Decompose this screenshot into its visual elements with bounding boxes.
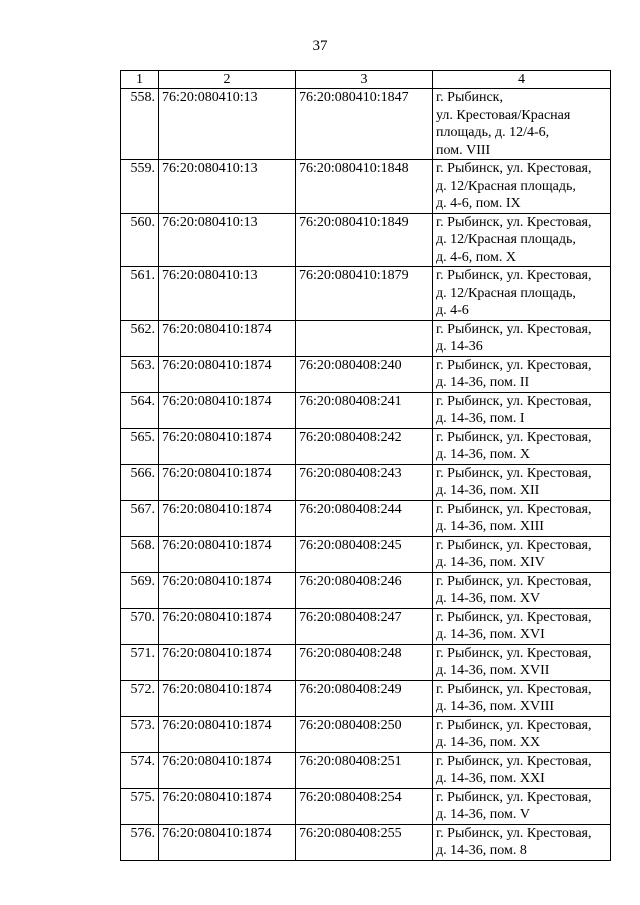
row-number-cell: 567. xyxy=(121,500,159,536)
row-number-cell: 571. xyxy=(121,644,159,680)
cadastral-number-cell: 76:20:080410:1847 xyxy=(296,89,433,160)
cadastral-number-cell: 76:20:080410:1879 xyxy=(296,267,433,321)
parent-cadastral-cell: 76:20:080410:1874 xyxy=(159,680,296,716)
row-number-cell: 576. xyxy=(121,824,159,860)
cadastral-number-cell: 76:20:080408:255 xyxy=(296,824,433,860)
cadastral-number-cell: 76:20:080408:244 xyxy=(296,500,433,536)
row-number-cell: 574. xyxy=(121,752,159,788)
row-number-cell: 569. xyxy=(121,572,159,608)
address-cell: г. Рыбинск, ул. Крестовая, д. 14-36, пом. XXI xyxy=(433,752,611,788)
table-row xyxy=(121,89,611,160)
row-number-cell: 564. xyxy=(121,392,159,428)
table-row xyxy=(121,824,611,860)
address-cell: г. Рыбинск, ул. Крестовая, д. 14-36, пом. XV xyxy=(433,572,611,608)
parent-cadastral-cell: 76:20:080410:1874 xyxy=(159,572,296,608)
cadastral-number-cell: 76:20:080408:254 xyxy=(296,788,433,824)
table-row xyxy=(121,428,611,464)
address-cell: г. Рыбинск, ул. Крестовая, д. 14-36, пом. XIV xyxy=(433,536,611,572)
table-row xyxy=(121,608,611,644)
table-row xyxy=(121,320,611,356)
parent-cadastral-cell: 76:20:080410:13 xyxy=(159,89,296,160)
table-header-row xyxy=(121,71,611,89)
table-row xyxy=(121,392,611,428)
address-cell: г. Рыбинск, ул. Крестовая, д. 14-36, пом. 8 xyxy=(433,824,611,860)
parent-cadastral-cell: 76:20:080410:1874 xyxy=(159,716,296,752)
row-number-cell: 566. xyxy=(121,464,159,500)
registry-table xyxy=(120,70,611,861)
row-number-cell: 563. xyxy=(121,356,159,392)
table-row xyxy=(121,213,611,267)
cadastral-number-cell: 76:20:080408:240 xyxy=(296,356,433,392)
parent-cadastral-cell: 76:20:080410:1874 xyxy=(159,356,296,392)
address-cell: г. Рыбинск, ул. Крестовая, д. 14-36, пом. V xyxy=(433,788,611,824)
parent-cadastral-cell: 76:20:080410:1874 xyxy=(159,392,296,428)
parent-cadastral-cell: 76:20:080410:1874 xyxy=(159,608,296,644)
address-cell: г. Рыбинск, ул. Крестовая, д. 14-36, пом. XX xyxy=(433,716,611,752)
column-header: 4 xyxy=(433,71,611,89)
parent-cadastral-cell: 76:20:080410:1874 xyxy=(159,752,296,788)
parent-cadastral-cell: 76:20:080410:1874 xyxy=(159,464,296,500)
row-number-cell: 561. xyxy=(121,267,159,321)
parent-cadastral-cell: 76:20:080410:13 xyxy=(159,160,296,214)
row-number-cell: 559. xyxy=(121,160,159,214)
parent-cadastral-cell: 76:20:080410:1874 xyxy=(159,644,296,680)
row-number-cell: 565. xyxy=(121,428,159,464)
parent-cadastral-cell: 76:20:080410:1874 xyxy=(159,788,296,824)
table-row xyxy=(121,160,611,214)
cadastral-number-cell: 76:20:080408:243 xyxy=(296,464,433,500)
table-row xyxy=(121,356,611,392)
table-row xyxy=(121,464,611,500)
table-row xyxy=(121,536,611,572)
address-cell: г. Рыбинск, ул. Крестовая, д. 14-36, пом. X xyxy=(433,428,611,464)
column-header: 1 xyxy=(121,71,159,89)
parent-cadastral-cell: 76:20:080410:13 xyxy=(159,213,296,267)
table-row xyxy=(121,752,611,788)
row-number-cell: 568. xyxy=(121,536,159,572)
table-row xyxy=(121,680,611,716)
table-row xyxy=(121,500,611,536)
page-number: 37 xyxy=(312,38,328,54)
table-row xyxy=(121,267,611,321)
cadastral-number-cell: 76:20:080408:248 xyxy=(296,644,433,680)
address-cell: г. Рыбинск, ул. Крестовая, д. 14-36, пом. XVI xyxy=(433,608,611,644)
cadastral-number-cell: 76:20:080408:251 xyxy=(296,752,433,788)
cadastral-number-cell: 76:20:080410:1849 xyxy=(296,213,433,267)
parent-cadastral-cell: 76:20:080410:1874 xyxy=(159,824,296,860)
parent-cadastral-cell: 76:20:080410:1874 xyxy=(159,536,296,572)
table-row xyxy=(121,716,611,752)
address-cell: г. Рыбинск, ул. Крестовая, д. 14-36, пом. XVII xyxy=(433,644,611,680)
row-number-cell: 570. xyxy=(121,608,159,644)
address-cell: г. Рыбинск, ул. Крестовая/Красная площадь, д. 12/4-6, пом. VIII xyxy=(433,89,611,160)
row-number-cell: 560. xyxy=(121,213,159,267)
address-cell: г. Рыбинск, ул. Крестовая, д. 14-36, пом. XII xyxy=(433,464,611,500)
row-number-cell: 572. xyxy=(121,680,159,716)
row-number-cell: 562. xyxy=(121,320,159,356)
cadastral-number-cell xyxy=(296,320,433,356)
parent-cadastral-cell: 76:20:080410:13 xyxy=(159,267,296,321)
table-row xyxy=(121,644,611,680)
address-cell: г. Рыбинск, ул. Крестовая, д. 14-36, пом. XVIII xyxy=(433,680,611,716)
address-cell: г. Рыбинск, ул. Крестовая, д. 12/Красная площадь, д. 4-6, пом. X xyxy=(433,213,611,267)
cadastral-number-cell: 76:20:080408:247 xyxy=(296,608,433,644)
column-header: 3 xyxy=(296,71,433,89)
row-number-cell: 558. xyxy=(121,89,159,160)
cadastral-number-cell: 76:20:080408:249 xyxy=(296,680,433,716)
address-cell: г. Рыбинск, ул. Крестовая, д. 14-36, пом. II xyxy=(433,356,611,392)
column-header: 2 xyxy=(159,71,296,89)
table-row xyxy=(121,788,611,824)
cadastral-number-cell: 76:20:080408:250 xyxy=(296,716,433,752)
address-cell: г. Рыбинск, ул. Крестовая, д. 12/Красная площадь, д. 4-6, пом. IX xyxy=(433,160,611,214)
row-number-cell: 573. xyxy=(121,716,159,752)
cadastral-number-cell: 76:20:080408:242 xyxy=(296,428,433,464)
cadastral-number-cell: 76:20:080410:1848 xyxy=(296,160,433,214)
parent-cadastral-cell: 76:20:080410:1874 xyxy=(159,500,296,536)
cadastral-number-cell: 76:20:080408:241 xyxy=(296,392,433,428)
cadastral-number-cell: 76:20:080408:246 xyxy=(296,572,433,608)
table-row xyxy=(121,572,611,608)
address-cell: г. Рыбинск, ул. Крестовая, д. 12/Красная площадь, д. 4-6 xyxy=(433,267,611,321)
cadastral-number-cell: 76:20:080408:245 xyxy=(296,536,433,572)
row-number-cell: 575. xyxy=(121,788,159,824)
parent-cadastral-cell: 76:20:080410:1874 xyxy=(159,320,296,356)
parent-cadastral-cell: 76:20:080410:1874 xyxy=(159,428,296,464)
address-cell: г. Рыбинск, ул. Крестовая, д. 14-36, пом. I xyxy=(433,392,611,428)
address-cell: г. Рыбинск, ул. Крестовая, д. 14-36, пом. XIII xyxy=(433,500,611,536)
address-cell: г. Рыбинск, ул. Крестовая, д. 14-36 xyxy=(433,320,611,356)
